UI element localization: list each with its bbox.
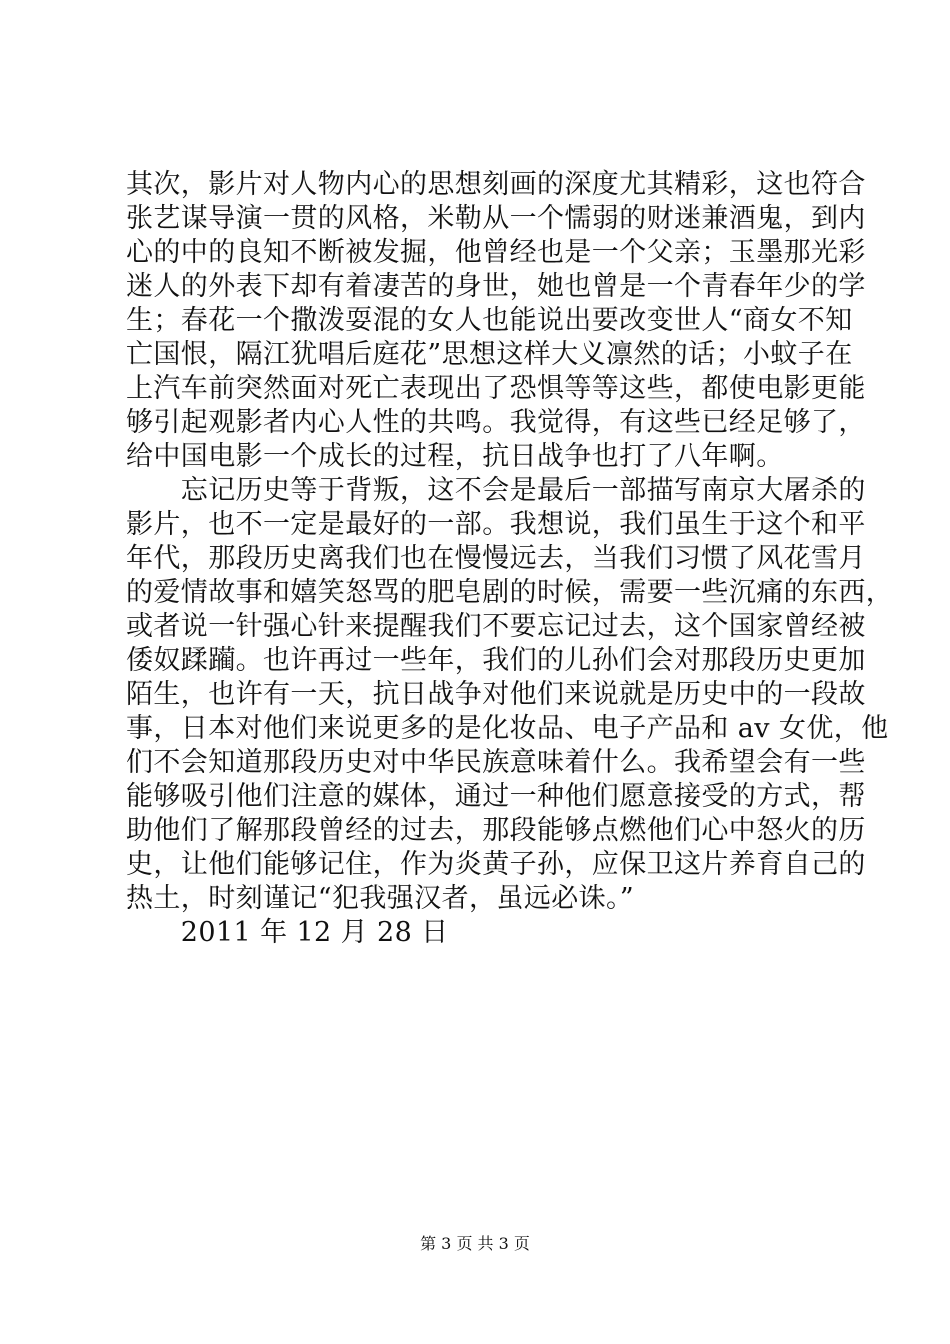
text-line: 倭奴蹂躏。也许再过一些年，我们的儿孙们会对那段历史更加 [126,645,866,676]
text-line: 生；春花一个撒泼耍混的女人也能说出要改变世人“商女不知 [126,305,853,336]
document-body [126,168,894,950]
text-line: 或者说一针强心针来提醒我们不要忘记过去，这个国家曾经被 [126,611,866,642]
text-line: 们不会知道那段历史对中华民族意味着什么。我希望会有一些 [126,747,866,778]
text-line: 上汽车前突然面对死亡表现出了恐惧等等这些，都使电影更能 [126,373,866,404]
text-line: 陌生，也许有一天，抗日战争对他们来说就是历史中的一段故 [126,679,866,710]
text-line: 能够吸引他们注意的媒体，通过一种他们愿意接受的方式，帮 [126,781,866,812]
text-line: 史，让他们能够记住，作为炎黄子孙，应保卫这片养育自己的 [126,849,866,880]
text-line: 年代，那段历史离我们也在慢慢远去，当我们习惯了风花雪月 [126,543,866,574]
text-line: 张艺谋导演一贯的风格，米勒从一个懦弱的财迷兼酒鬼，到内 [126,203,866,234]
text-line: 忘记历史等于背叛，这不会是最后一部描写南京大屠杀的 [126,475,866,506]
text-line: 热土，时刻谨记“犯我强汉者，虽远必诛。” [126,883,635,914]
text-line: 的爱情故事和嬉笑怒骂的肥皂剧的时候，需要一些沉痛的东西， [126,577,894,608]
text-line: 够引起观影者内心人性的共鸣。我觉得，有这些已经足够了， [126,407,866,438]
paragraph-2 [126,474,894,916]
page-footer [0,1233,950,1255]
text-line: 给中国电影一个成长的过程，抗日战争也打了八年啊。 [126,441,784,472]
text-line: 事，日本对他们来说更多的是化妆品、电子产品和 av 女优，他 [126,713,889,744]
text-line: 助他们了解那段曾经的过去，那段能够点燃他们心中怒火的历 [126,815,866,846]
date-line: 2011 年 12 月 28 日 [126,917,449,948]
text-line: 心的中的良知不断被发掘，他曾经也是一个父亲；玉墨那光彩 [126,237,866,268]
paragraph-1 [126,168,866,474]
text-line: 其次，影片对人物内心的思想刻画的深度尤其精彩，这也符合 [126,169,866,200]
page-number-label: 第 3 页 共 3 页 [420,1234,530,1253]
text-line: 亡国恨，隔江犹唱后庭花”思想这样大义凛然的话；小蚊子在 [126,339,853,370]
text-line: 影片，也不一定是最好的一部。我想说，我们虽生于这个和平 [126,509,866,540]
text-line: 迷人的外表下却有着凄苦的身世，她也曾是一个青春年少的学 [126,271,866,302]
